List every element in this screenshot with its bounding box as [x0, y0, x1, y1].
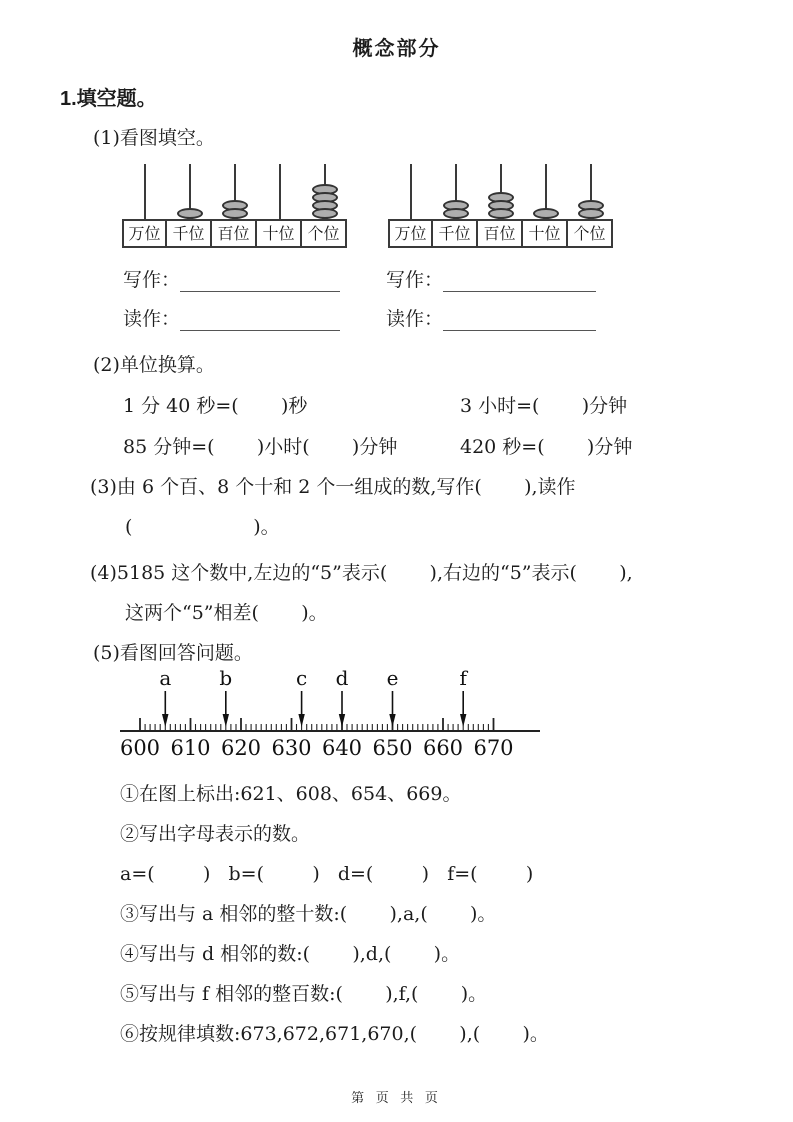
abacus-beads [568, 200, 613, 219]
numberline-letter-label: f [459, 669, 467, 690]
abacus-bead [177, 208, 203, 219]
numberline-tick-label: 650 [372, 736, 413, 760]
numberline-arrowhead [389, 714, 395, 727]
answer-blank-line [180, 269, 340, 292]
q4-paragraph [90, 561, 733, 625]
subquestion-4: ③写出与 a 相邻的整十数:( ),a,( )。 [120, 903, 497, 925]
read-line [123, 307, 340, 331]
conversion-row [123, 435, 733, 459]
numberline-tick-label: 620 [220, 736, 262, 760]
q2-label: (2)单位换算。 [93, 354, 215, 376]
numberline-tick-label: 600 [120, 736, 161, 760]
abacus-beads [433, 200, 478, 219]
q5-subquestions [60, 781, 733, 1047]
abacus-column [568, 162, 613, 248]
abacus-figure-1 [122, 162, 347, 248]
conversion-item: 3 小时=( )分钟 [460, 395, 628, 417]
place-value-label: 十位 [257, 219, 302, 248]
write-label: 写作： [386, 269, 444, 291]
conversion-item: 420 秒=( )分钟 [460, 436, 633, 458]
conversion-item: 1 分 40 秒=( )秒 [123, 395, 308, 417]
write-line [123, 268, 340, 292]
abacus-column [523, 162, 568, 248]
abacus-beads [302, 184, 347, 219]
abacus-bead [312, 208, 338, 219]
q4-line2: 这两个“5”相差( )。 [125, 602, 328, 624]
abacus-beads [212, 200, 257, 219]
abacus-bead [222, 208, 248, 219]
read-label: 读作： [386, 308, 444, 330]
numberline-letter-label: b [219, 669, 233, 690]
abacus-beads [167, 208, 212, 219]
write-read-left [123, 268, 340, 331]
abacus-rod [144, 164, 146, 219]
subquestion-1: ①在图上标出:621、608、654、669。 [120, 783, 462, 805]
numberline-arrowhead [339, 714, 345, 727]
numberline-letter-label: e [386, 669, 399, 690]
numberline-tick-label: 630 [271, 736, 312, 760]
numberline-tick-label: 640 [321, 736, 363, 760]
abacus-rod [279, 164, 281, 219]
abacus-column [257, 162, 302, 248]
write-read-block [60, 268, 733, 331]
abacus-bead [533, 208, 559, 219]
page-title: 概念部分 [352, 38, 441, 60]
place-value-label: 百位 [478, 219, 523, 248]
abacus-rod [410, 164, 412, 219]
place-value-label: 万位 [388, 219, 433, 248]
numberline-letter-label: a [159, 669, 172, 690]
abacus-column [122, 162, 167, 248]
place-value-label: 百位 [212, 219, 257, 248]
abacus-beads [478, 192, 523, 219]
write-line [386, 268, 596, 292]
abacus-bead [488, 208, 514, 219]
numberline-tick-label: 660 [422, 736, 464, 760]
answer-blank-line [443, 269, 596, 292]
place-value-label: 千位 [167, 219, 212, 248]
write-read-right [386, 268, 596, 331]
answer-blank-line [443, 308, 596, 331]
abacus-column [212, 162, 257, 248]
numberline-letter-label: d [335, 669, 349, 690]
subquestion-6: ⑤写出与 f 相邻的整百数:( ),f,( )。 [120, 983, 488, 1005]
abacus-column [167, 162, 212, 248]
answer-blank-line [180, 308, 340, 331]
numberline-arrowhead [460, 714, 466, 727]
read-label: 读作： [123, 308, 181, 330]
read-line [386, 307, 596, 331]
abacus-column [388, 162, 433, 248]
numberline-arrowhead [162, 714, 169, 727]
place-value-label: 千位 [433, 219, 478, 248]
write-label: 写作： [123, 269, 181, 291]
place-value-label: 十位 [523, 219, 568, 248]
q4-line1: (4)5185 这个数中,左边的“5”表示( ),右边的“5”表示( ), [90, 562, 633, 584]
abacus-figure-2 [388, 162, 613, 248]
q3-line1: (3)由 6 个百、8 个十和 2 个一组成的数,写作( ),读作 [90, 476, 576, 498]
subquestion-5: ④写出与 d 相邻的数:( ),d,( )。 [120, 943, 461, 965]
numberline-tick-label: 610 [170, 736, 211, 760]
abacus-figures [122, 162, 733, 248]
abacus-bead [578, 208, 604, 219]
abacus-column [433, 162, 478, 248]
subquestion-7: ⑥按规律填数:673,672,671,670,( ),( )。 [120, 1023, 549, 1045]
numberline-figure [120, 669, 733, 767]
abacus-column [302, 162, 347, 248]
page-footer: 第 页 共 页 [351, 1090, 442, 1105]
numberline-svg [120, 669, 565, 763]
subquestion-2: ②写出字母表示的数。 [120, 823, 311, 845]
q3-paragraph [90, 475, 733, 539]
subquestion-3: a=( ) b=( ) d=( ) f=( ) [120, 863, 534, 885]
numberline-arrowhead [223, 714, 229, 727]
conversion-row [123, 394, 733, 418]
numberline-letter-label: c [295, 669, 308, 690]
section-heading: 1.填空题。 [60, 88, 157, 110]
q5-label: (5)看图回答问题。 [93, 642, 253, 664]
q3-line2: ( )。 [125, 516, 280, 538]
q1-label: (1)看图填空。 [93, 127, 215, 149]
place-value-label: 个位 [302, 219, 347, 248]
numberline-arrowhead [298, 714, 304, 727]
conversion-item: 85 分钟=( )小时( )分钟 [123, 436, 398, 458]
abacus-bead [443, 208, 469, 219]
abacus-column [478, 162, 523, 248]
abacus-beads [523, 208, 568, 219]
unit-conversion-rows [60, 394, 733, 459]
place-value-label: 个位 [568, 219, 613, 248]
numberline-tick-label: 670 [473, 736, 514, 760]
place-value-label: 万位 [122, 219, 167, 248]
